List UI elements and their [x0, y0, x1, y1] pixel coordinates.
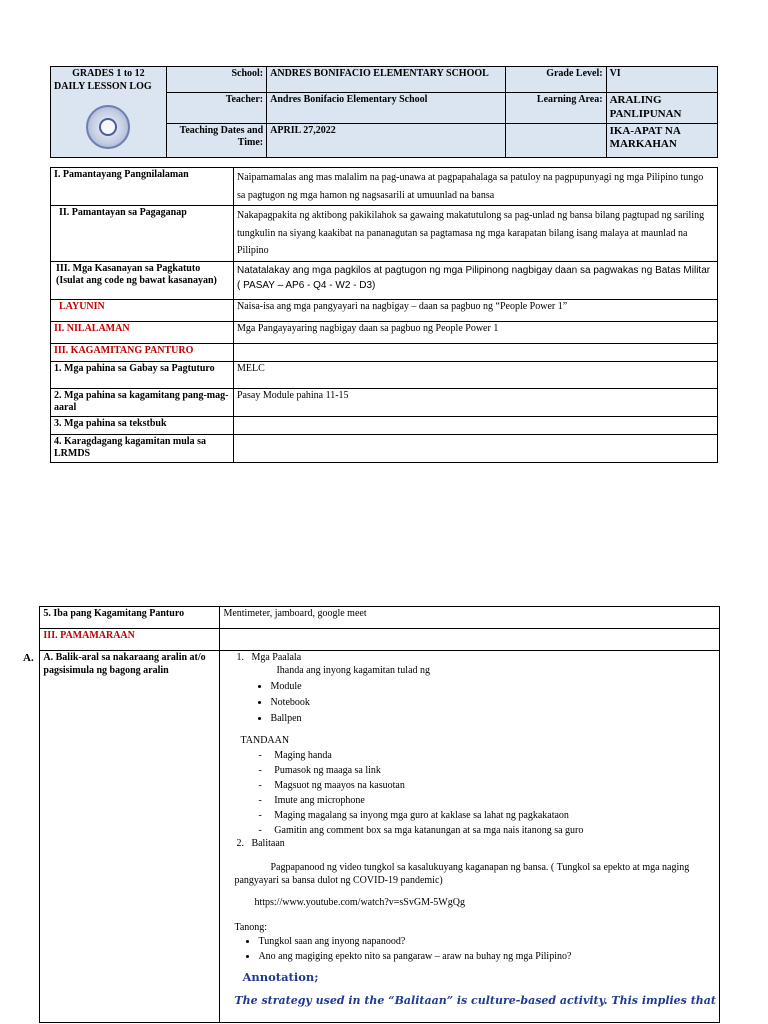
row-content — [234, 343, 718, 361]
list-item — [234, 838, 716, 851]
dates-label: Teaching Dates and Time: — [166, 123, 266, 157]
list-item: - Pumasok ng maaga sa link — [258, 764, 381, 776]
list-item: • Ballpen — [270, 711, 716, 727]
table-row — [51, 261, 718, 299]
tandaan-list — [234, 748, 716, 838]
list-item: • Tungkol saan ang inyong napanood? — [258, 934, 716, 949]
row-content: Mga Pangayayaring nagbigay daan sa pagbuo ng People Power 1 — [234, 321, 718, 343]
row-label: A. Balik-aral sa nakaraang aralin at/o pagsisimula ng bagong aralin — [40, 651, 220, 1023]
list-item: - Maging magalang sa inyong mga guro at kaklase sa lahat ng pagkakataon — [258, 809, 569, 821]
title-line2: DAILY LESSON LOG — [54, 80, 152, 92]
row-label: LAYUNIN — [51, 299, 234, 321]
tandaan-text: Maging handa — [274, 749, 332, 761]
area-value: ARALING PANLIPUNAN — [606, 93, 717, 124]
item2-num: 2. — [236, 837, 244, 849]
tandaan-text: Pumasok ng maaga sa link — [274, 764, 381, 776]
dates-value: APRIL 27,2022 — [267, 123, 506, 157]
empty-cell — [506, 123, 606, 157]
annotation-title: Annotation; — [242, 970, 319, 984]
area-label: Learning Area: — [506, 93, 606, 124]
grade-label: Grade Level: — [506, 67, 606, 93]
tandaan-text: Magsuot ng maayos na kasuotan — [274, 779, 405, 791]
school-value: ANDRES BONIFACIO ELEMENTARY SCHOOL — [267, 67, 506, 93]
table-row — [51, 168, 718, 206]
row-label: I. Pamantayang Pangnilalaman — [51, 168, 234, 206]
table-row — [51, 343, 718, 361]
table-row — [51, 321, 718, 343]
table-row — [51, 388, 718, 416]
procedure-content — [220, 651, 720, 1023]
table-row — [51, 434, 718, 462]
row-content — [220, 629, 720, 651]
header-title-cell — [51, 67, 167, 158]
row-content — [234, 416, 718, 434]
item2-text: Balitaan — [251, 837, 285, 849]
table-row — [20, 651, 720, 1023]
tanong-heading: Tanong: — [234, 921, 268, 933]
table-row — [20, 629, 720, 651]
header-table — [50, 66, 718, 158]
row-label: 3. Mga pahina sa tekstbuk — [51, 416, 234, 434]
table-row — [51, 299, 718, 321]
deped-seal-icon — [86, 105, 130, 149]
row-content: Natatalakay ang mga pagkilos at pagtugon ng mga Pilipinong nagbigay daan sa pagwakas ng Batas Militar ( PASAY – AP6 - Q4 - W2 - D3) — [234, 261, 718, 299]
title-line1: GRADES 1 to 12 — [72, 68, 145, 79]
list-item: - Imute ang microphone — [258, 794, 365, 806]
item1-text: Mga Paalala — [251, 652, 302, 663]
table-row — [20, 607, 720, 629]
item1-sub: Ihanda ang inyong kagamitan tulad ng — [276, 664, 431, 676]
row-label: III. KAGAMITANG PANTURO — [51, 343, 234, 361]
row-content: Nakapagpakita ng aktibong pakikilahok sa gawaing makatutulong sa pag-unlad ng bansa bilang pagtupad ng sariling tungkulin na siyang kaakibat na pananagutan sa pagtamasa ng mga karapatan bilang isang malaya at maunlad na Pilipino — [234, 206, 718, 262]
balitaan-text: Pagpapanood ng video tungkol sa kasalukuyang kaganapan ng bansa. ( Tungkol sa epekto at mga naging pangyayari sa bansa dulot ng COVID-19 pandemic) — [234, 862, 690, 886]
list-item — [234, 652, 716, 665]
row-label: 2. Mga pahina sa kagamitang pang-mag-aaral — [51, 388, 234, 416]
grade-value: VI — [606, 67, 717, 93]
row-label: II. Pamantayan sa Pagaganap — [51, 206, 234, 262]
row-content: Pasay Module pahina 11-15 — [234, 388, 718, 416]
list-item: - Magsuot ng maayos na kasuotan — [258, 779, 405, 791]
teacher-label: Teacher: — [166, 93, 266, 124]
table-row — [51, 206, 718, 262]
row-label: 1. Mga pahina sa Gabay sa Pagtuturo — [51, 361, 234, 388]
letter-cell — [20, 607, 40, 629]
questions-list — [234, 934, 716, 964]
row-label: III. Mga Kasanayan sa Pagkatuto (Isulat ang code ng bawat kasanayan) — [51, 261, 234, 299]
row-content — [234, 434, 718, 462]
table-row — [51, 361, 718, 388]
lesson-table-1 — [50, 167, 718, 463]
materials-list — [234, 679, 716, 727]
letter-cell — [20, 629, 40, 651]
row-label: 5. Iba pang Kagamitang Panturo — [40, 607, 220, 629]
list-item: • Notebook — [270, 695, 716, 711]
teacher-value: Andres Bonifacio Elementary School — [267, 93, 506, 124]
school-label: School: — [166, 67, 266, 93]
row-label: III. PAMAMARAAN — [40, 629, 220, 651]
list-item: - Gamitin ang comment box sa mga katanungan at sa mga nais itanong sa guro — [258, 824, 584, 836]
tandaan-heading: TANDAAN — [240, 735, 290, 746]
section-letter: A. — [23, 651, 34, 664]
table-row — [51, 416, 718, 434]
list-item: - Maging handa — [258, 749, 332, 761]
annotation-text: The strategy used in the “Balitaan” is culture-based activity. This implies that — [234, 994, 716, 1008]
video-link: https://www.youtube.com/watch?v=sSvGM-5WgQg — [254, 897, 465, 908]
row-content: Naipamamalas ang mas malalim na pag-unawa at pagpapahalaga sa patuloy na pagpupunyagi ng mga Pilipino tungo sa pagtugon ng mga hamon ng nagsasarili at umuunlad na bansa — [234, 168, 718, 206]
tandaan-text: Gamitin ang comment box sa mga katanungan at sa mga nais itanong sa guro — [274, 824, 584, 836]
quarter-value: IKA-APAT NA MARKAHAN — [606, 123, 717, 157]
row-content: Mentimeter, jamboard, google meet — [220, 607, 720, 629]
list-item: • Module — [270, 679, 716, 695]
row-content: Naisa-isa ang mga pangyayari na nagbigay – daan sa pagbuo ng “People Power 1” — [234, 299, 718, 321]
list-item: • Ano ang magiging epekto nito sa pangaraw – araw na buhay ng mga Pilipino? — [258, 949, 716, 964]
tandaan-text: Imute ang microphone — [274, 794, 365, 806]
row-label: II. NILALAMAN — [51, 321, 234, 343]
tandaan-text: Maging magalang sa inyong mga guro at kaklase sa lahat ng pagkakataon — [274, 809, 569, 821]
row-content: MELC — [234, 361, 718, 388]
lesson-table-2 — [20, 606, 720, 1023]
row-label: 4. Karagdagang kagamitan mula sa LRMDS — [51, 434, 234, 462]
item1-num: 1. — [236, 652, 244, 663]
